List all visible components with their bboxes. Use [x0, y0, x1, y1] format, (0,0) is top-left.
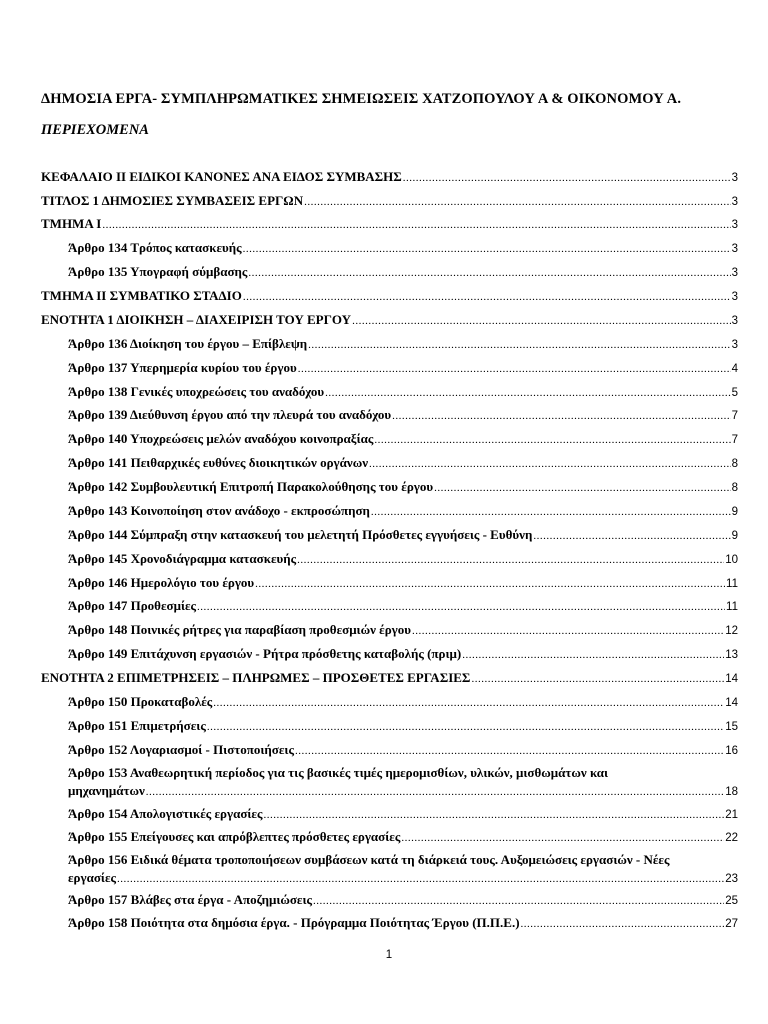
toc-entry-title: ΚΕΦΑΛΑΙΟ ΙΙ ΕΙΔΙΚΟΙ ΚΑΝΟΝΕΣ ΑΝΑ ΕΙΔΟΣ ΣΥΜΒΑΣΗΣ — [41, 169, 402, 184]
toc-entry-page: 25 — [725, 895, 738, 907]
toc-entry[interactable] — [41, 169, 738, 186]
toc-entry-title: Άρθρο 142 Συμβουλευτική Επιτροπή Παρακολούθησης του έργου — [68, 479, 434, 494]
toc-entry-page: 8 — [731, 482, 738, 494]
toc-leader — [263, 807, 724, 823]
toc-entry-title: Άρθρο 134 Τρόπος κατασκευής — [68, 240, 242, 255]
toc-entry[interactable] — [68, 264, 738, 281]
toc-entry-page: 8 — [731, 458, 738, 470]
toc-entry-page: 3 — [731, 243, 738, 255]
toc-leader — [412, 623, 724, 639]
toc-entry-title: ΤΙΤΛΟΣ 1 ΔΗΜΟΣΙΕΣ ΣΥΜΒΑΣΕΙΣ ΕΡΓΩΝ — [41, 193, 304, 208]
toc-entry-page: 9 — [731, 506, 738, 518]
toc-entry-page: 3 — [731, 196, 738, 208]
toc-leader — [471, 671, 724, 687]
toc-entry[interactable] — [41, 312, 738, 329]
toc-entry-page: 23 — [725, 873, 738, 885]
toc-entry[interactable] — [68, 765, 738, 800]
toc-entry-page: 16 — [725, 745, 738, 757]
toc-entry-title: Άρθρο 148 Ποινικές ρήτρες για παραβίαση προθεσμιών έργου — [68, 622, 411, 637]
toc-leader — [462, 647, 724, 663]
toc-entry-page: 15 — [725, 721, 738, 733]
toc-entry[interactable] — [68, 852, 738, 887]
toc-entry-page: 3 — [731, 219, 738, 231]
toc-leader — [248, 265, 730, 281]
toc-leader — [243, 241, 731, 257]
toc-entry[interactable] — [68, 431, 738, 448]
toc-entry[interactable] — [41, 193, 738, 210]
toc-leader — [325, 385, 730, 401]
toc-entry-title: Άρθρο 152 Λογαριασμοί - Πιστοποιήσεις — [68, 742, 294, 757]
toc-entry-title: Άρθρο 141 Πειθαρχικές ευθύνες διοικητικών οργάνων — [68, 455, 369, 470]
toc-entry-page: 12 — [725, 625, 738, 637]
toc-entry[interactable] — [68, 336, 738, 353]
toc-heading: ΠΕΡΙΕΧΟΜΕΝΑ — [41, 122, 149, 138]
toc-entry-title: ΕΝΟΤΗΤΑ 2 ΕΠΙΜΕΤΡΗΣΕΙΣ – ΠΛΗΡΩΜΕΣ – ΠΡΟΣΘΕΤΕΣ ΕΡΓΑΣΙΕΣ — [41, 670, 471, 685]
toc-leader — [369, 456, 731, 472]
toc-entry-title: Άρθρο 157 Βλάβες στα έργα - Αποζημιώσεις — [68, 892, 312, 907]
toc-entry-page: 3 — [731, 172, 738, 184]
toc-entry[interactable] — [68, 360, 738, 377]
toc-entry-page: 7 — [731, 434, 738, 446]
toc-entry-page: 4 — [731, 363, 738, 375]
toc-entry-title: Άρθρο 143 Κοινοποίηση στον ανάδοχο - εκπροσώπηση — [68, 503, 370, 518]
toc-leader — [308, 337, 730, 353]
toc-entry[interactable] — [68, 551, 738, 568]
toc-leader — [304, 194, 730, 210]
toc-entry-title: Άρθρο 140 Υποχρεώσεις μελών αναδόχου κοινοπραξίας — [68, 431, 374, 446]
toc-entry-title: Άρθρο 147 Προθεσμίες — [68, 598, 197, 613]
toc-entry-page: 11 — [726, 601, 738, 613]
page-number: 1 — [385, 949, 393, 961]
toc-entry[interactable] — [68, 892, 738, 909]
toc-leader — [102, 217, 730, 233]
toc-entry-title: Άρθρο 156 Ειδικά θέματα τροποποιήσεων συμβάσεων κατά τη διάρκειά τους. Αυξομειώσεις εργασιών - Νέες — [68, 852, 670, 867]
toc-entry-title: Άρθρο 144 Σύμπραξη στην κατασκευή του μελετητή Πρόσθετες εγγυήσεις - Ευθύνη — [68, 527, 533, 542]
toc-leader — [521, 916, 725, 932]
toc-leader — [352, 313, 731, 329]
toc-entry-page: 5 — [731, 387, 738, 399]
toc-entry-title: Άρθρο 149 Επιτάχυνση εργασιών - Ρήτρα πρόσθετης καταβολής (πριμ) — [68, 646, 462, 661]
toc-leader — [213, 695, 724, 711]
toc-entry-page: 13 — [725, 649, 738, 661]
toc-entry[interactable] — [41, 288, 738, 305]
toc-entry-title: Άρθρο 154 Απολογιστικές εργασίες — [68, 806, 263, 821]
toc-leader — [403, 170, 731, 186]
toc-entry-page: 3 — [731, 267, 738, 279]
toc-entry[interactable] — [68, 407, 738, 424]
toc-entry-title-continued: εργασίες — [68, 870, 116, 885]
toc-entry[interactable] — [68, 455, 738, 472]
toc-entry[interactable] — [68, 646, 738, 663]
toc-leader — [295, 743, 724, 759]
toc-entry-title: Άρθρο 137 Υπερημερία κυρίου του έργου — [68, 360, 297, 375]
toc-entry[interactable] — [68, 598, 738, 615]
toc-entry[interactable] — [68, 479, 738, 496]
toc-leader — [313, 893, 724, 909]
toc-leader — [371, 504, 731, 520]
toc-leader — [401, 830, 724, 846]
toc-entry-page: 10 — [725, 554, 738, 566]
toc-entry-page: 14 — [725, 697, 738, 709]
toc-entry[interactable] — [68, 240, 738, 257]
document-title: ΔΗΜΟΣΙΑ ΕΡΓΑ- ΣΥΜΠΛΗΡΩΜΑΤΙΚΕΣ ΣΗΜΕΙΩΣΕΙΣ ΧΑΤΖΟΠΟΥΛΟΥ Α & ΟΙΚΟΝΟΜΟΥ Α. — [41, 91, 682, 107]
toc-entry-page: 14 — [725, 673, 738, 685]
toc-entry[interactable] — [68, 503, 738, 520]
toc-entry-title: ΤΜΗΜΑ Ι — [41, 216, 102, 231]
toc-leader — [297, 552, 724, 568]
toc-entry[interactable] — [68, 384, 738, 401]
toc-entry-title: Άρθρο 146 Ημερολόγιο του έργου — [68, 575, 255, 590]
toc-entry-page: 18 — [725, 786, 738, 798]
toc-entry[interactable] — [68, 622, 738, 639]
toc-leader — [117, 871, 724, 887]
toc-entry-page: 22 — [725, 832, 738, 844]
toc-entry-page: 7 — [731, 410, 738, 422]
toc-leader — [374, 432, 730, 448]
toc-entry[interactable] — [68, 575, 738, 592]
toc-entry-title: Άρθρο 153 Αναθεωρητική περίοδος για τις βασικές τιμές ημερομισθίων, υλικών, μισθωμάτων και — [68, 765, 609, 780]
toc-entry-title: ΤΜΗΜΑ ΙΙ ΣΥΜΒΑΤΙΚΟ ΣΤΑΔΙΟ — [41, 288, 242, 303]
toc-leader — [255, 576, 725, 592]
toc-entry[interactable] — [41, 670, 738, 687]
toc-entry-title: Άρθρο 155 Επείγουσες και απρόβλεπτες πρόσθετες εργασίες — [68, 829, 401, 844]
toc-leader — [146, 784, 724, 800]
toc-leader — [392, 408, 730, 424]
toc-entry[interactable] — [68, 806, 738, 823]
toc-leader — [197, 599, 725, 615]
toc-entry[interactable] — [68, 742, 738, 759]
toc-entry-title: Άρθρο 138 Γενικές υποχρεώσεις του αναδόχου — [68, 384, 325, 399]
toc-entry-title: Άρθρο 135 Υπογραφή σύμβασης — [68, 264, 248, 279]
toc-entry-title: Άρθρο 150 Προκαταβολές — [68, 694, 213, 709]
toc-entry-page: 27 — [725, 918, 738, 930]
toc-entry[interactable] — [68, 829, 738, 846]
toc-entry-page: 21 — [725, 809, 738, 821]
toc-entry-page: 11 — [726, 578, 738, 590]
toc-entry[interactable] — [68, 718, 738, 735]
toc-entry[interactable] — [68, 527, 738, 544]
toc-entry-page: 3 — [731, 339, 738, 351]
toc-entry-title: Άρθρο 139 Διεύθυνση έργου από την πλευρά του αναδόχου — [68, 407, 392, 422]
toc-entry-title: Άρθρο 145 Χρονοδιάγραμμα κατασκευής — [68, 551, 297, 566]
toc-leader — [207, 719, 724, 735]
toc-leader — [434, 480, 730, 496]
toc-entry-title: ΕΝΟΤΗΤΑ 1 ΔΙΟΙΚΗΣΗ – ΔΙΑΧΕΙΡΙΣΗ ΤΟΥ ΕΡΓΟΥ — [41, 312, 352, 327]
toc-entry-title: Άρθρο 136 Διοίκηση του έργου – Επίβλεψη — [68, 336, 308, 351]
toc-leader — [533, 528, 730, 544]
toc-leader — [243, 289, 731, 305]
toc-entry[interactable] — [68, 915, 738, 932]
toc-entry-title: Άρθρο 151 Επιμετρήσεις — [68, 718, 206, 733]
toc-entry[interactable] — [41, 216, 738, 233]
toc-entry[interactable] — [68, 694, 738, 711]
toc-entry-title: Άρθρο 158 Ποιότητα στα δημόσια έργα. - Πρόγραμμα Ποιότητας Έργου (Π.Π.Ε.) — [68, 915, 520, 930]
toc-entry-page: 3 — [731, 315, 738, 327]
toc-entry-page: 3 — [731, 291, 738, 303]
toc-entry-title-continued: μηχανημάτων — [68, 783, 145, 798]
toc-entry-page: 9 — [731, 530, 738, 542]
toc-leader — [298, 361, 731, 377]
